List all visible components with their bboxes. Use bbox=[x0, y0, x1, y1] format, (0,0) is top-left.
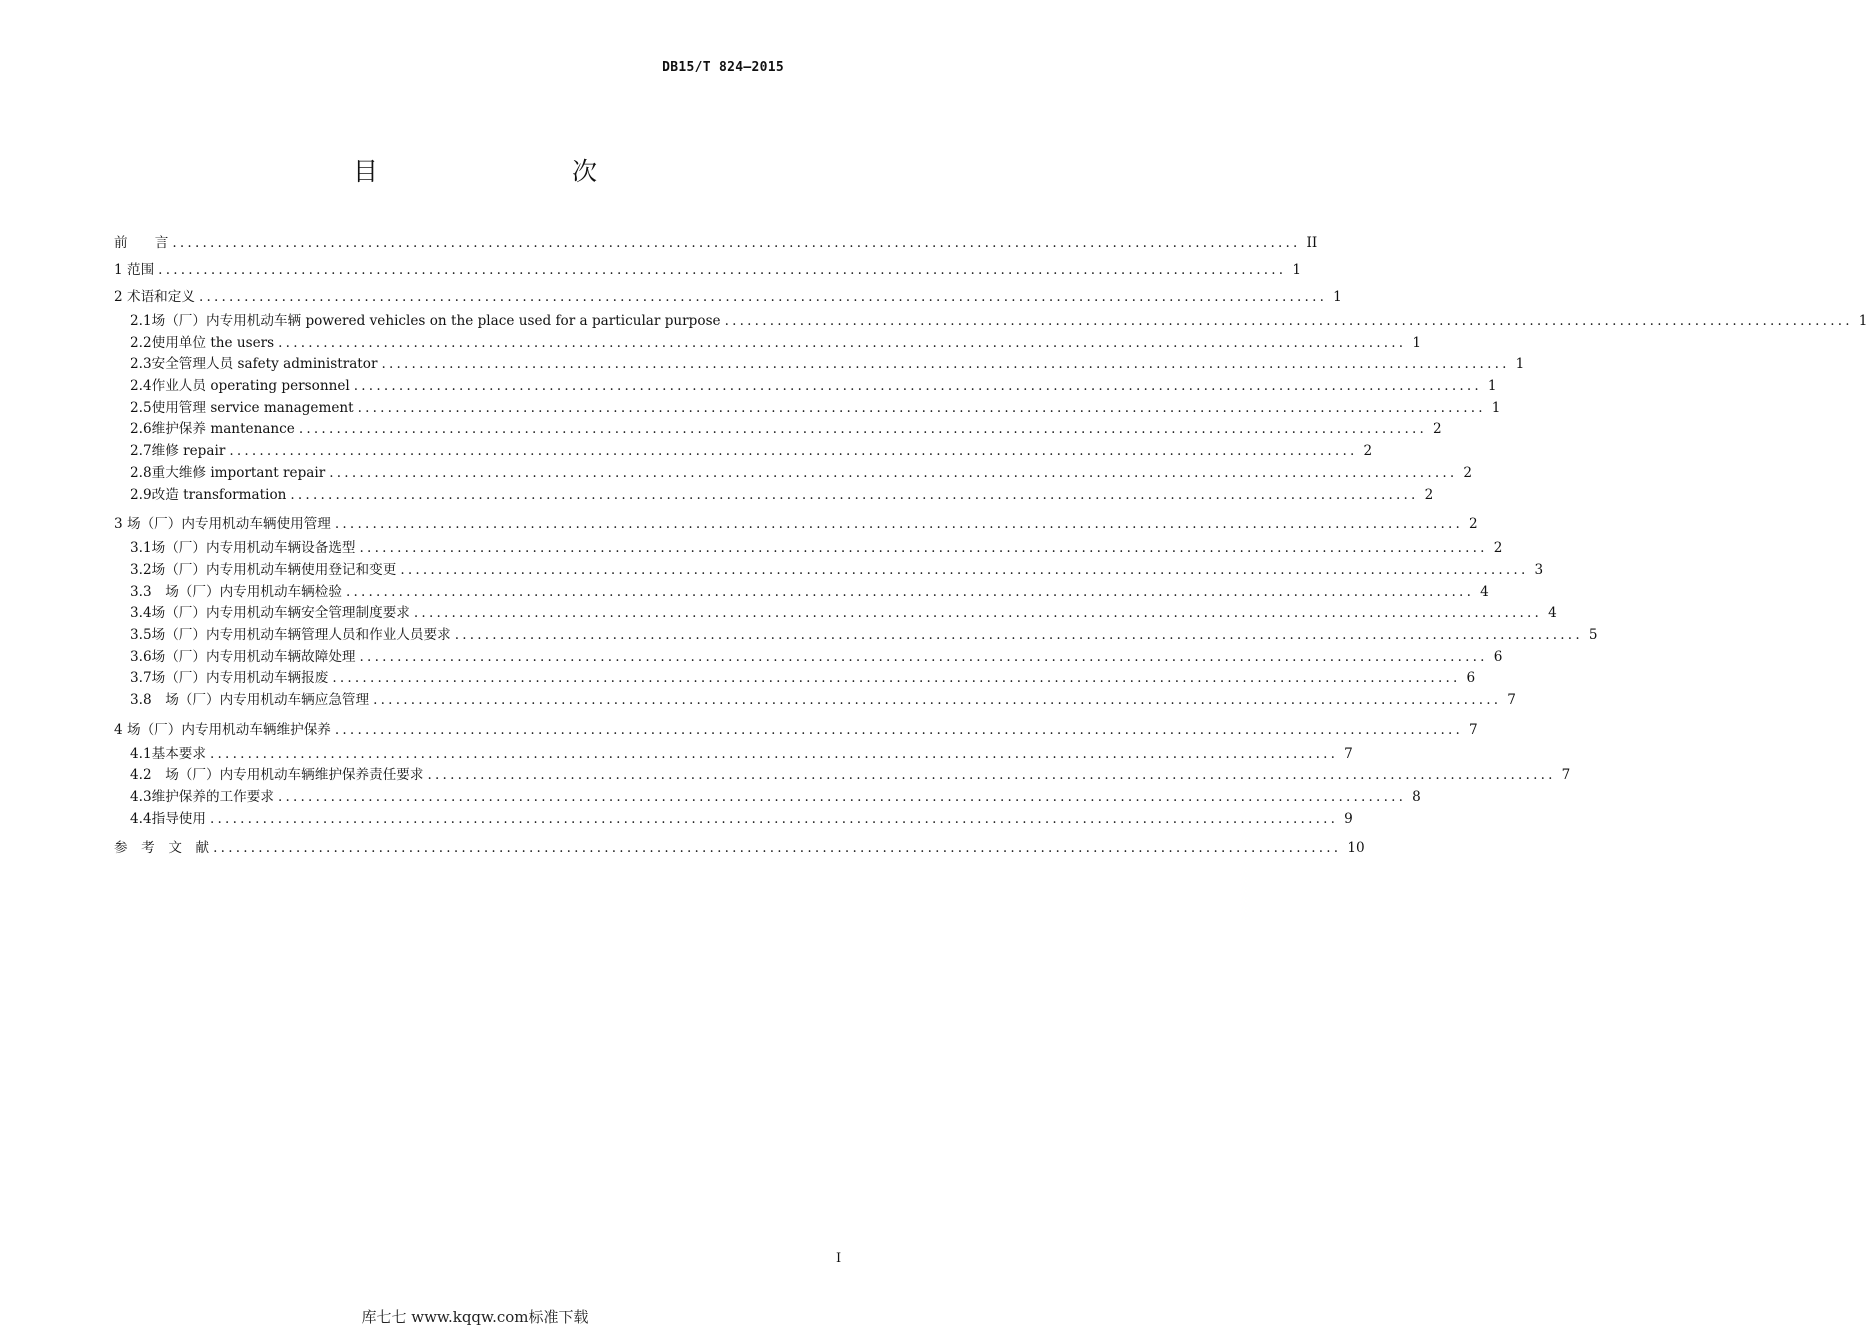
dot-leader: ...................................................................................................................................................... bbox=[353, 378, 1482, 395]
dot-leader: ...................................................................................................................................................... bbox=[454, 626, 1583, 643]
toc-entry-page: 1 bbox=[1333, 289, 1342, 305]
toc-entry-page: 9 bbox=[1344, 810, 1353, 827]
toc-entry-page: 1 bbox=[1515, 356, 1525, 373]
toc-subentry[interactable] bbox=[114, 647, 1503, 669]
toc-subentry[interactable] bbox=[114, 311, 1867, 333]
toc-subentry[interactable] bbox=[114, 441, 1373, 463]
dot-leader: ...................................................................................................................................................... bbox=[198, 289, 1328, 305]
toc-entry-page: 8 bbox=[1412, 789, 1421, 806]
toc-entry[interactable] bbox=[114, 835, 1365, 862]
toc-entry-page: 2 bbox=[1493, 540, 1503, 557]
toc-entry-page: 7 bbox=[1469, 721, 1478, 738]
toc-entry-page: 6 bbox=[1493, 648, 1503, 665]
toc-subentry[interactable] bbox=[114, 333, 1421, 355]
toc-subentry[interactable] bbox=[114, 668, 1476, 690]
toc-entry[interactable] bbox=[114, 511, 1478, 538]
toc-entry-page: 2 bbox=[1424, 486, 1434, 503]
toc-subentry[interactable] bbox=[114, 690, 1516, 712]
toc-entry-page: 2 bbox=[1433, 421, 1442, 438]
dot-leader: ...................................................................................................................................................... bbox=[373, 692, 1502, 708]
toc-entry-page: 7 bbox=[1344, 745, 1353, 762]
page-number: I bbox=[836, 1251, 842, 1266]
dot-leader: ...................................................................................................................................................... bbox=[229, 443, 1358, 460]
dot-leader: ...................................................................................................................................................... bbox=[210, 810, 1339, 827]
toc-subentry[interactable] bbox=[114, 744, 1353, 766]
dot-leader: ...................................................................................................................................................... bbox=[381, 356, 1510, 373]
dot-leader: ...................................................................................................................................................... bbox=[277, 789, 1407, 806]
dot-leader: ...................................................................................................................................................... bbox=[357, 399, 1486, 416]
toc-entry-page: 4 bbox=[1480, 583, 1489, 600]
toc-entry-title: 4.1基本要求 bbox=[130, 745, 206, 762]
dot-leader: ...................................................................................................................................................... bbox=[334, 721, 1464, 738]
dot-leader: ...................................................................................................................................................... bbox=[345, 583, 1475, 600]
dot-leader: ...................................................................................................................................................... bbox=[724, 313, 1853, 329]
toc-entry-title: 1 范围 bbox=[114, 262, 155, 278]
toc-subentry[interactable] bbox=[114, 419, 1442, 441]
toc-entry[interactable] bbox=[114, 230, 1318, 257]
toc-entry-page: 2 bbox=[1363, 443, 1373, 460]
toc-entry[interactable] bbox=[114, 717, 1478, 744]
toc-entry-title: 2.6维护保养 mantenance bbox=[130, 421, 295, 438]
toc-entry-page: 7 bbox=[1507, 692, 1516, 708]
toc-subentry[interactable] bbox=[114, 809, 1353, 831]
toc-entry-page: 3 bbox=[1534, 561, 1544, 578]
toc-entry-page: 2 bbox=[1463, 464, 1473, 481]
dot-leader: ...................................................................................................................................................... bbox=[329, 464, 1458, 481]
toc-entry-page: 1 bbox=[1858, 313, 1867, 329]
dot-leader: ...................................................................................................................................................... bbox=[290, 486, 1419, 503]
toc-entry-page: 1 bbox=[1292, 262, 1301, 278]
footer-watermark: 库七七 www.kqqw.com标准下载 bbox=[361, 1308, 589, 1326]
dot-leader: ...................................................................................................................................................... bbox=[413, 605, 1543, 622]
dot-leader: ...................................................................................................................................................... bbox=[334, 516, 1464, 533]
toc-subentry[interactable] bbox=[114, 625, 1598, 647]
dot-leader: ...................................................................................................................................................... bbox=[298, 421, 1428, 438]
toc-entry-page: 7 bbox=[1561, 767, 1571, 784]
toc-subentry[interactable] bbox=[114, 787, 1421, 809]
toc-entry-page: 6 bbox=[1466, 670, 1476, 687]
toc-entry-title: 参 考 文 献 bbox=[114, 840, 210, 857]
toc-entry-title: 3 场（厂）内专用机动车辆使用管理 bbox=[114, 516, 331, 533]
dot-leader: ...................................................................................................................................................... bbox=[427, 767, 1556, 784]
dot-leader: ...................................................................................................................................................... bbox=[359, 648, 1488, 665]
toc-subentry[interactable] bbox=[114, 582, 1489, 604]
toc-entry-title: 4 场（厂）内专用机动车辆维护保养 bbox=[114, 721, 331, 738]
toc-entry-title: 2.4作业人员 operating personnel bbox=[130, 378, 350, 395]
toc-subentry[interactable] bbox=[114, 376, 1497, 398]
toc-entry-title: 3.4场（厂）内专用机动车辆安全管理制度要求 bbox=[130, 605, 410, 622]
toc-subentry[interactable] bbox=[114, 603, 1557, 625]
dot-leader: ...................................................................................................................................................... bbox=[278, 334, 1407, 351]
toc-entry-title: 3.2场（厂）内专用机动车辆使用登记和变更 bbox=[130, 561, 397, 578]
toc-entry-title: 2.9改造 transformation bbox=[130, 486, 287, 503]
toc-entry-title: 2.5使用管理 service management bbox=[130, 399, 354, 416]
toc-entry-page: 1 bbox=[1487, 378, 1497, 395]
toc-entry-title: 2.8重大维修 important repair bbox=[130, 464, 326, 481]
toc-entry-page: 1 bbox=[1412, 334, 1421, 351]
toc-entry-title: 3.8 场（厂）内专用机动车辆应急管理 bbox=[130, 692, 370, 708]
toc-subentry[interactable] bbox=[114, 354, 1525, 376]
dot-leader: ...................................................................................................................................................... bbox=[213, 840, 1342, 857]
toc-entry-title: 4.2 场（厂）内专用机动车辆维护保养责任要求 bbox=[130, 767, 424, 784]
toc-entry-title: 2.2使用单位 the users bbox=[130, 334, 275, 351]
toc-entry-title: 4.3维护保养的工作要求 bbox=[130, 789, 274, 806]
dot-leader: ...................................................................................................................................................... bbox=[210, 745, 1339, 762]
dot-leader: ...................................................................................................................................................... bbox=[158, 262, 1287, 278]
toc-entry-title: 前 言 bbox=[114, 235, 169, 251]
toc-entry-page: 5 bbox=[1588, 626, 1598, 643]
toc-subentry[interactable] bbox=[114, 463, 1473, 485]
dot-leader: ...................................................................................................................................................... bbox=[332, 670, 1461, 687]
toc-entry[interactable] bbox=[114, 257, 1301, 284]
dot-leader: ...................................................................................................................................................... bbox=[400, 561, 1529, 578]
toc-subentry[interactable] bbox=[114, 538, 1503, 560]
toc-subentry[interactable] bbox=[114, 485, 1434, 507]
toc-entry-title: 3.5场（厂）内专用机动车辆管理人员和作业人员要求 bbox=[130, 626, 451, 643]
toc-entry-title: 2.7维修 repair bbox=[130, 443, 226, 460]
toc-entry-page: 1 bbox=[1491, 399, 1501, 416]
toc-entry-title: 4.4指导使用 bbox=[130, 810, 206, 827]
toc-entry-title: 2 术语和定义 bbox=[114, 289, 195, 305]
toc-entry-page: II bbox=[1306, 235, 1318, 251]
table-of-contents bbox=[114, 230, 1867, 862]
toc-subentry[interactable] bbox=[114, 398, 1501, 420]
toc-subentry[interactable] bbox=[114, 765, 1571, 787]
toc-entry-title: 2.3安全管理人员 safety administrator bbox=[130, 356, 378, 373]
toc-entry-page: 2 bbox=[1469, 516, 1478, 533]
toc-entry-title: 3.1场（厂）内专用机动车辆设备选型 bbox=[130, 540, 356, 557]
dot-leader: ...................................................................................................................................................... bbox=[359, 540, 1488, 557]
document-code: DB15/T 824—2015 bbox=[662, 60, 784, 75]
toc-entry-title: 2.1场（厂）内专用机动车辆 powered vehicles on the place used for a particular purpose bbox=[130, 313, 721, 329]
toc-subentry[interactable] bbox=[114, 560, 1544, 582]
toc-entry-title: 3.3 场（厂）内专用机动车辆检验 bbox=[130, 583, 342, 600]
toc-entry-title: 3.6场（厂）内专用机动车辆故障处理 bbox=[130, 648, 356, 665]
page-title: 目 次 bbox=[352, 157, 645, 186]
toc-entry-page: 10 bbox=[1347, 840, 1365, 857]
toc-entry[interactable] bbox=[114, 284, 1342, 311]
dot-leader: ...................................................................................................................................................... bbox=[172, 235, 1301, 251]
toc-entry-page: 4 bbox=[1548, 605, 1557, 622]
toc-entry-title: 3.7场（厂）内专用机动车辆报废 bbox=[130, 670, 329, 687]
